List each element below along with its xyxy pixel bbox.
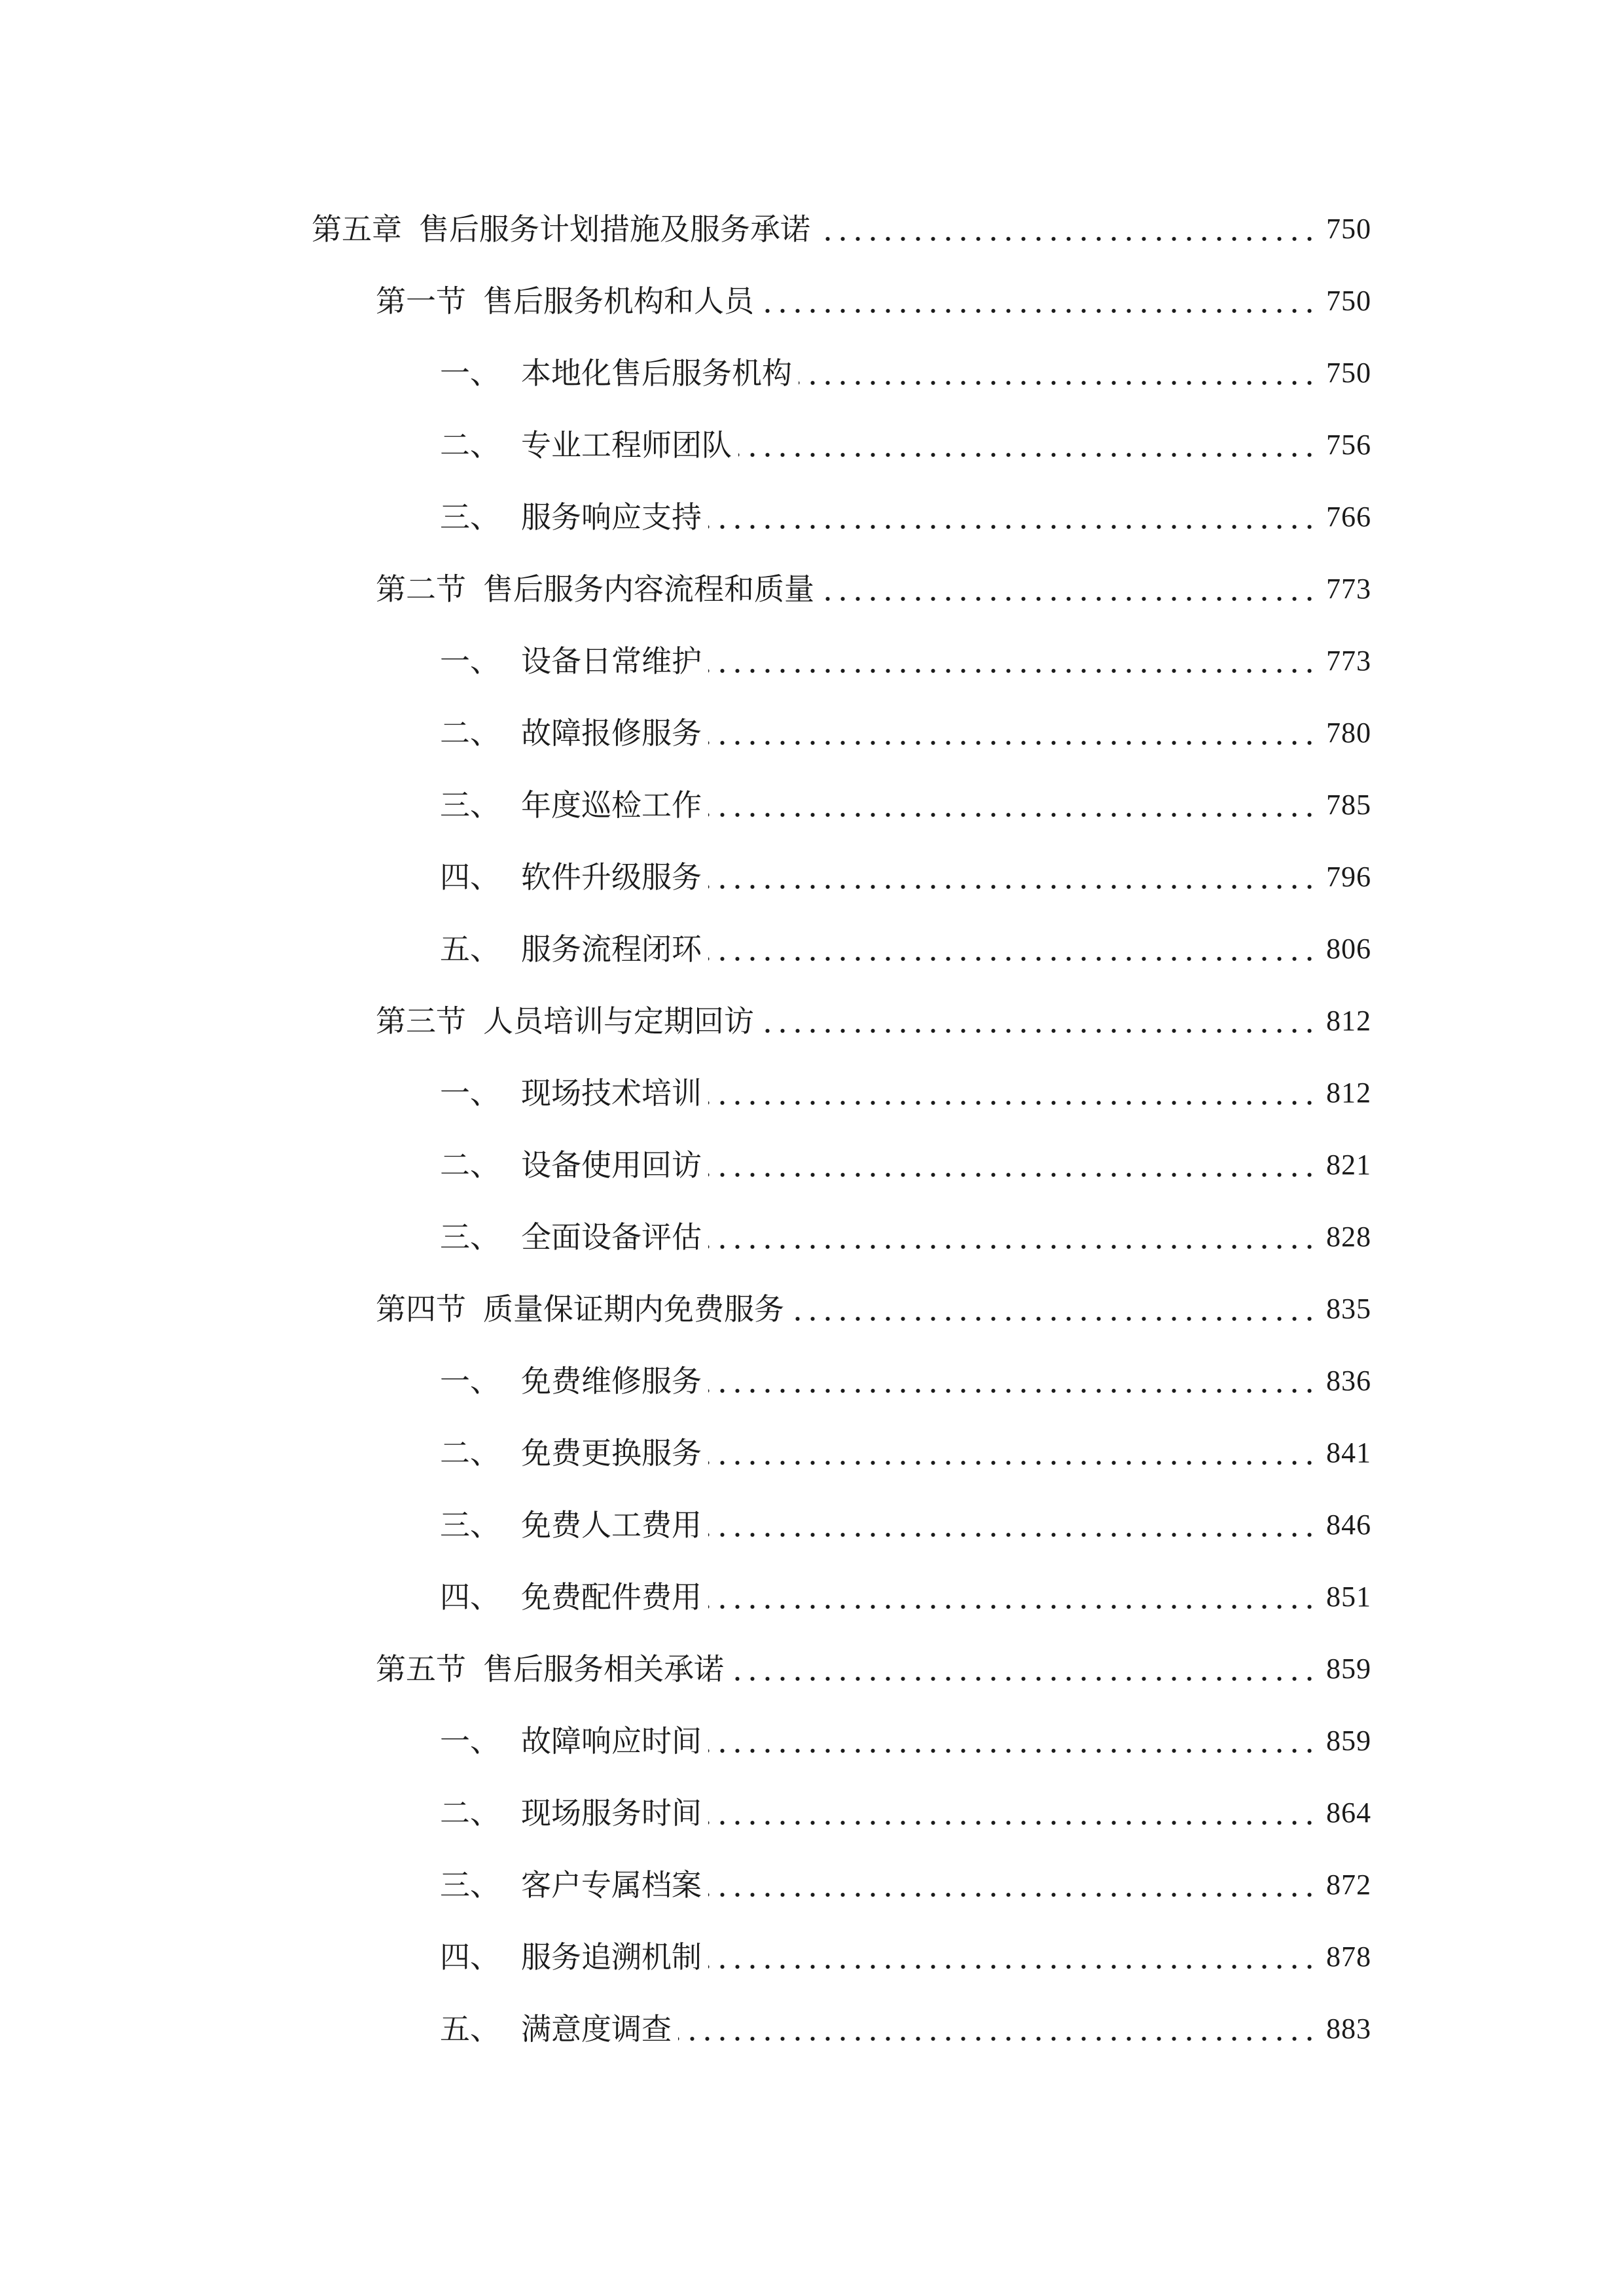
toc-section-entry[interactable] (376, 998, 1371, 1044)
toc-section-entry[interactable] (376, 1286, 1371, 1332)
dot-leader (708, 1502, 1317, 1548)
toc-entry-number: 二、 (440, 1147, 500, 1183)
toc-entry-title: 软件升级服务 (521, 859, 702, 895)
toc-item-entry[interactable] (440, 926, 1371, 972)
toc-entry-title: 服务响应支持 (521, 499, 702, 535)
dot-leader (678, 2006, 1317, 2052)
toc-entry-number: 二、 (440, 1435, 500, 1471)
toc-entry-number: 第五节 (376, 1651, 466, 1687)
toc-entry-title: 专业工程师团队 (521, 427, 732, 463)
dot-leader (708, 1214, 1317, 1260)
toc-entry-title: 全面设备评估 (521, 1219, 702, 1255)
toc-entry-number: 五、 (440, 2011, 500, 2047)
dot-leader (708, 782, 1317, 828)
toc-item-entry[interactable] (440, 782, 1371, 828)
dot-leader (708, 710, 1317, 756)
toc-entry-title: 免费人工费用 (521, 1507, 702, 1543)
toc-item-entry[interactable] (440, 1862, 1371, 1908)
toc-entry-number: 一、 (440, 1363, 500, 1399)
toc-entry-number: 三、 (440, 1507, 500, 1543)
toc-entry-number: 四、 (440, 1579, 500, 1615)
toc-entry-number: 第四节 (376, 1291, 466, 1327)
toc-item-entry[interactable] (440, 1574, 1371, 1620)
toc-entry-page: 841 (1326, 1437, 1371, 1469)
dot-leader (761, 278, 1317, 324)
dot-leader (708, 494, 1317, 540)
dot-leader (708, 1862, 1317, 1908)
dot-leader (708, 854, 1317, 900)
dot-leader (791, 1286, 1317, 1332)
toc-entry-title: 售后服务相关承诺 (483, 1651, 724, 1687)
toc-entry-number: 三、 (440, 1867, 500, 1903)
toc-entry-page: 851 (1326, 1581, 1371, 1613)
toc-entry-title: 服务流程闭环 (521, 931, 702, 967)
toc-section-entry[interactable] (376, 566, 1371, 612)
dot-leader (708, 1142, 1317, 1188)
dot-leader (761, 998, 1317, 1044)
toc-entry-page: 812 (1326, 1005, 1371, 1037)
dot-leader (708, 1574, 1317, 1620)
toc-entry-page: 796 (1326, 861, 1371, 893)
toc-entry-title: 售后服务内容流程和质量 (483, 571, 814, 607)
toc-entry-title: 售后服务计划措施及服务承诺 (419, 211, 810, 247)
dot-leader (708, 1934, 1317, 1980)
dot-leader (817, 206, 1317, 252)
toc-entry-number: 一、 (440, 643, 500, 679)
toc-entry-title: 现场服务时间 (521, 1795, 702, 1831)
toc-entry-page: 773 (1326, 573, 1371, 605)
toc-item-entry[interactable] (440, 2006, 1371, 2052)
toc-entry-title: 本地化售后服务机构 (521, 355, 792, 391)
dot-leader (708, 1790, 1317, 1836)
toc-item-entry[interactable] (440, 1214, 1371, 1260)
toc-entry-number: 三、 (440, 1219, 500, 1255)
toc-entry-title: 免费更换服务 (521, 1435, 702, 1471)
toc-entry-page: 766 (1326, 501, 1371, 533)
dot-leader (708, 1430, 1317, 1476)
toc-entry-number: 三、 (440, 499, 500, 535)
dot-leader (821, 566, 1317, 612)
toc-entry-page: 883 (1326, 2013, 1371, 2045)
dot-leader (708, 1718, 1317, 1764)
toc-entry-number: 五、 (440, 931, 500, 967)
toc-entry-page: 828 (1326, 1221, 1371, 1253)
dot-leader (708, 1070, 1317, 1116)
toc-entry-page: 780 (1326, 717, 1371, 749)
toc-entry-page: 750 (1326, 285, 1371, 317)
toc-entry-number: 一、 (440, 355, 500, 391)
toc-item-entry[interactable] (440, 1718, 1371, 1764)
toc-entry-number: 一、 (440, 1075, 500, 1111)
dot-leader (731, 1646, 1317, 1692)
toc-entry-page: 750 (1326, 357, 1371, 389)
toc-entry-number: 三、 (440, 787, 500, 823)
toc-entry-page: 859 (1326, 1725, 1371, 1757)
toc-item-entry[interactable] (440, 1358, 1371, 1404)
toc-entry-number: 一、 (440, 1723, 500, 1759)
toc-entry-page: 785 (1326, 789, 1371, 821)
toc-entry-page: 750 (1326, 213, 1371, 245)
toc-entry-title: 设备使用回访 (521, 1147, 702, 1183)
toc-entry-title: 满意度调查 (521, 2011, 672, 2047)
toc-entry-page: 846 (1326, 1509, 1371, 1541)
dot-leader (708, 638, 1317, 684)
toc-item-entry[interactable] (440, 422, 1371, 468)
toc-entry-number: 第二节 (376, 571, 466, 607)
toc-section-entry[interactable] (376, 278, 1371, 324)
toc-item-entry[interactable] (440, 710, 1371, 756)
toc-entry-title: 免费维修服务 (521, 1363, 702, 1399)
dot-leader (708, 926, 1317, 972)
toc-entry-page: 836 (1326, 1365, 1371, 1397)
toc-entry-page: 812 (1326, 1077, 1371, 1109)
toc-entry-number: 四、 (440, 1939, 500, 1975)
toc-chapter-entry[interactable] (312, 206, 1371, 252)
toc-item-entry[interactable] (440, 350, 1371, 396)
toc-entry-number: 第三节 (376, 1003, 466, 1039)
toc-entry-title: 人员培训与定期回访 (483, 1003, 754, 1039)
toc-entry-title: 设备日常维护 (521, 643, 702, 679)
toc-entry-number: 二、 (440, 427, 500, 463)
toc-entry-title: 年度巡检工作 (521, 787, 702, 823)
toc-entry-number: 二、 (440, 1795, 500, 1831)
dot-leader (799, 350, 1317, 396)
toc-entry-title: 客户专属档案 (521, 1867, 702, 1903)
toc-item-entry[interactable] (440, 638, 1371, 684)
toc-entry-page: 859 (1326, 1653, 1371, 1685)
toc-entry-page: 835 (1326, 1293, 1371, 1325)
toc-entry-title: 质量保证期内免费服务 (483, 1291, 784, 1327)
toc-entry-number: 第一节 (376, 283, 466, 319)
toc-item-entry[interactable] (440, 1142, 1371, 1188)
toc-entry-title: 故障响应时间 (521, 1723, 702, 1759)
toc-entry-page: 756 (1326, 429, 1371, 461)
toc-entry-title: 故障报修服务 (521, 715, 702, 751)
toc-entry-title: 现场技术培训 (521, 1075, 702, 1111)
toc-entry-page: 773 (1326, 645, 1371, 677)
toc-item-entry[interactable] (440, 1934, 1371, 1980)
toc-section-entry[interactable] (376, 1646, 1371, 1692)
toc-entry-page: 872 (1326, 1869, 1371, 1901)
toc-item-entry[interactable] (440, 494, 1371, 540)
dot-leader (708, 1358, 1317, 1404)
toc-entry-page: 821 (1326, 1149, 1371, 1181)
toc-item-entry[interactable] (440, 1430, 1371, 1476)
toc-item-entry[interactable] (440, 1502, 1371, 1548)
toc-entry-page: 806 (1326, 933, 1371, 965)
toc-entry-number: 四、 (440, 859, 500, 895)
toc-entry-title: 售后服务机构和人员 (483, 283, 754, 319)
toc-entry-number: 二、 (440, 715, 500, 751)
toc-entry-page: 878 (1326, 1941, 1371, 1973)
dot-leader (738, 422, 1317, 468)
toc-entry-page: 864 (1326, 1797, 1371, 1829)
toc-item-entry[interactable] (440, 1790, 1371, 1836)
toc-entry-title: 免费配件费用 (521, 1579, 702, 1615)
toc-entry-title: 服务追溯机制 (521, 1939, 702, 1975)
toc-item-entry[interactable] (440, 1070, 1371, 1116)
toc-item-entry[interactable] (440, 854, 1371, 900)
toc-entry-number: 第五章 (312, 211, 402, 247)
